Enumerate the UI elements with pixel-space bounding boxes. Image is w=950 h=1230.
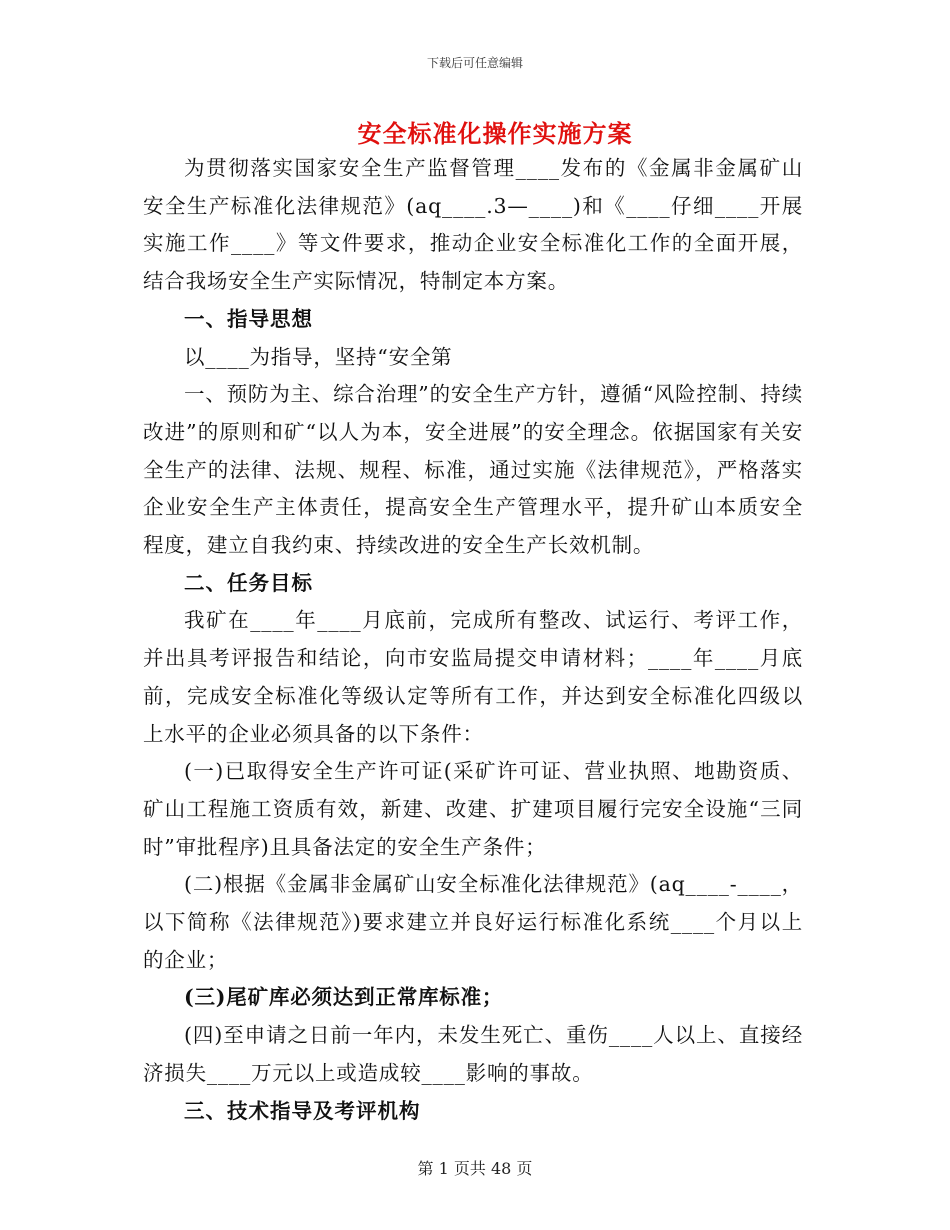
section-heading-technical-guidance: 三、技术指导及考评机构 (184, 1098, 421, 1123)
guiding-ideology-line: 以____为指导，坚持“安全第 (184, 344, 453, 369)
condition-item-2: (二)根据《金属非金属矿山安全标准化法律规范》(aq____-____，以下简称《法律规范》)要求建立并良好运行标准化系统____个月以上的企业； (143, 872, 803, 972)
task-goals-paragraph: 我矿在____年____月底前，完成所有整改、试运行、考评工作，并出具考评报告和结论，向市安监局提交申请材料；____年____月底前，完成安全标准化等级认定等所有工作，并达到安全标准化四级以上水平的企业必须具备的以下条件： (143, 608, 803, 746)
guiding-ideology-paragraph: 一、预防为主、综合治理”的安全生产方针，遵循“风险控制、持续改进”的原则和矿“以人为本，安全进展”的安全理念。依据国家有关安全生产的法律、法规、规程、标准，通过实施《法律规范》，严格落实企业安全生产主体责任，提高安全生产管理水平，提升矿山本质安全程度，建立自我约束、持续改进的安全生产长效机制。 (143, 382, 803, 558)
header-note: 下载后可任意编辑 (426, 56, 523, 70)
condition-item-1: (一)已取得安全生产许可证(采矿许可证、营业执照、地勘资质、矿山工程施工资质有效，新建、改建、扩建项目履行完安全设施“三同时”审批程序)且具备法定的安全生产条件； (143, 759, 803, 859)
section-heading-guiding-ideology: 一、指导思想 (184, 306, 313, 331)
page-number: 第 1 页共 48 页 (417, 1159, 533, 1178)
intro-paragraph: 为贯彻落实国家安全生产监督管理____发布的《金属非金属矿山安全生产标准化法律规范》(aq____.3—____)和《____仔细____开展实施工作____》等文件要求，推动企业安全标准化工作的全面开展，结合我场安全生产实际情况，特制定本方案。 (143, 156, 803, 294)
condition-item-4: (四)至申请之日前一年内，未发生死亡、重伤____人以上、直接经济损失____万元以上或造成较____影响的事故。 (143, 1023, 803, 1085)
section-heading-task-goals: 二、任务目标 (184, 570, 313, 595)
condition-item-3: (三)尾矿库必须达到正常库标准； (184, 985, 504, 1010)
document-body (143, 150, 803, 1130)
document-title: 安全标准化操作实施方案 (357, 119, 633, 148)
